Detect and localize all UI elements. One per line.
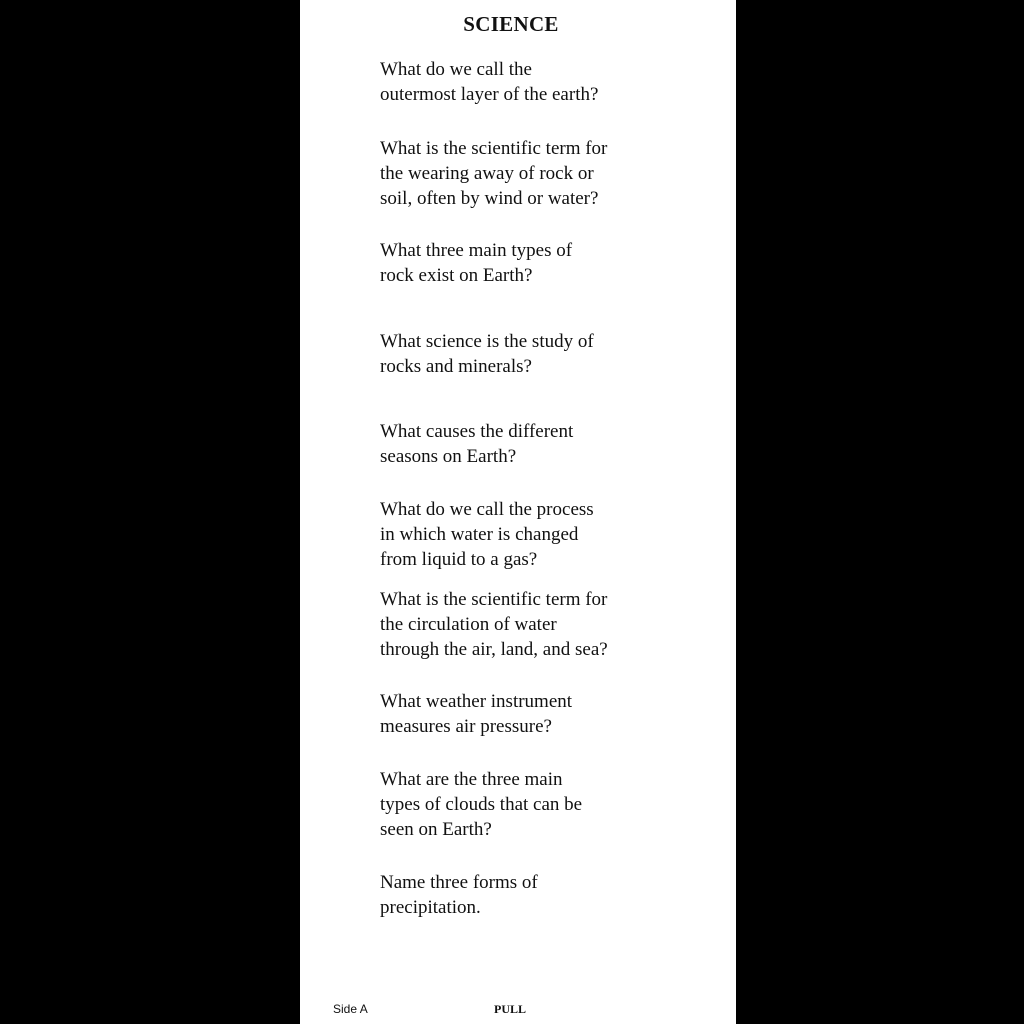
side-label: Side A bbox=[333, 1002, 368, 1016]
question-3: What three main types of rock exist on Earth? bbox=[380, 240, 573, 286]
question-5: What causes the different seasons on Earth? bbox=[380, 421, 574, 467]
question-1: What do we call the outermost layer of the earth? bbox=[380, 59, 599, 105]
question-10: Name three forms of precipitation. bbox=[380, 872, 538, 918]
question-2: What is the scientific term for the wearing away of rock or soil, often by wind or water? bbox=[380, 138, 608, 209]
question-4: What science is the study of rocks and minerals? bbox=[380, 331, 594, 377]
pull-label[interactable]: PULL bbox=[494, 1002, 527, 1016]
question-card bbox=[300, 0, 736, 1024]
card-title: SCIENCE bbox=[463, 12, 559, 36]
question-7: What is the scientific term for the circulation of water through the air, land, and sea? bbox=[380, 589, 608, 660]
question-9: What are the three main types of clouds that can be seen on Earth? bbox=[380, 769, 583, 840]
question-6: What do we call the process in which water is changed from liquid to a gas? bbox=[380, 499, 594, 570]
question-8: What weather instrument measures air pressure? bbox=[380, 691, 573, 737]
